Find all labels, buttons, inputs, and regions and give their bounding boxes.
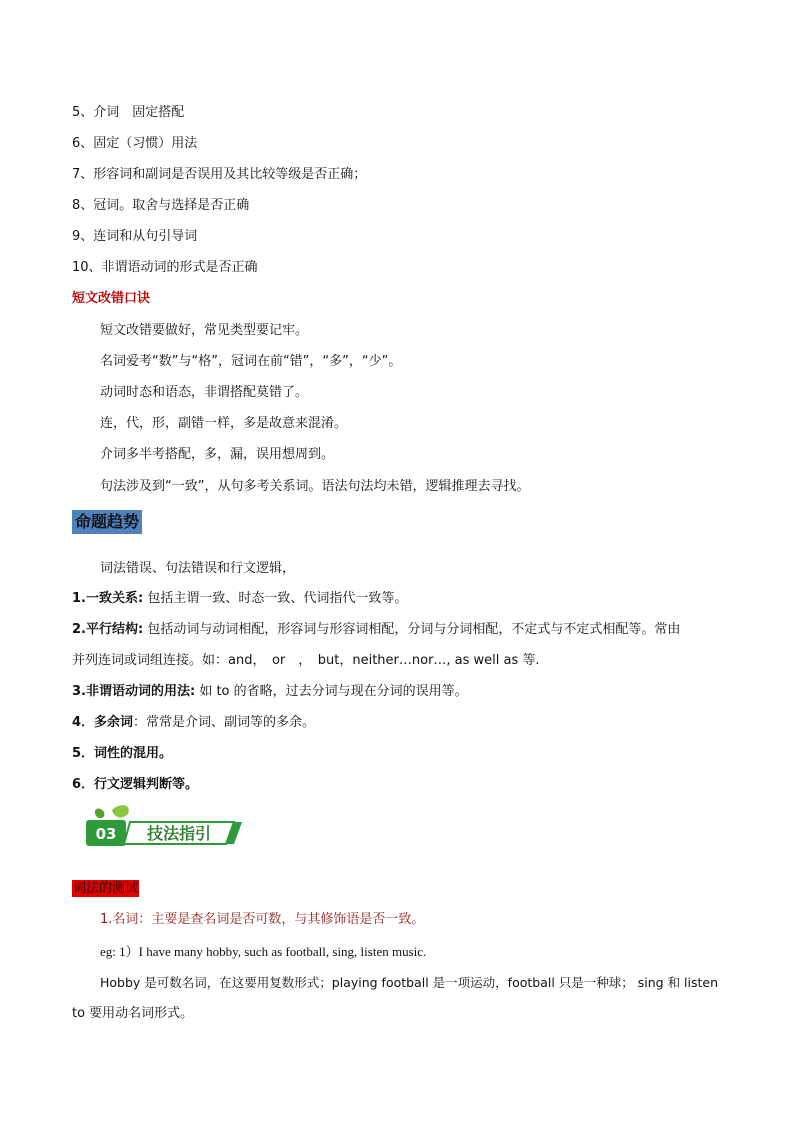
- mnemonic-line: 名词爱考“数”与“格”，冠词在前“错”，“多”，“少”。: [100, 354, 402, 369]
- trend-item: [72, 683, 468, 701]
- list-item: 8、冠词。取舍与选择是否正确: [72, 198, 250, 213]
- trend-intro: 词法错误、句法错误和行文逻辑，: [100, 561, 296, 576]
- trend-item-text: 包括主谓一致、时态一致、代词指代一致等。: [143, 591, 408, 606]
- explanation-line: to 要用动名词形式。: [72, 1006, 194, 1021]
- list-item: 6、固定（习惯）用法: [72, 136, 198, 151]
- leaf-icon: [112, 805, 129, 817]
- list-item: 5、介词 固定搭配: [72, 105, 185, 120]
- mnemonic-line: 介词多半考搭配，多，漏，误用想周到。: [100, 447, 335, 462]
- trend-item-label: 2.平行结构:: [72, 622, 144, 637]
- mnemonic-heading: 短文改错口诀: [72, 291, 151, 306]
- trend-item-text: 包括动词与动词相配，形容词与形容词相配，分词与分词相配，不定式与不定式相配等。常由: [143, 622, 681, 637]
- trend-item-label: 3.非谓语动词的用法:: [72, 684, 196, 699]
- trend-item-text: 如 to 的省略，过去分词与现在分词的误用等。: [195, 684, 468, 699]
- trend-item: [72, 652, 540, 670]
- list-item: 9、连词和从句引导词: [72, 229, 198, 244]
- trend-item-text: ：常常是介词、副词等的多余。: [133, 715, 316, 730]
- trend-item: 6．行文逻辑判断等。: [72, 777, 199, 792]
- leaf-icon: [95, 809, 104, 819]
- list-item: 10、非谓语动词的形式是否正确: [72, 260, 258, 275]
- badge-number: 03: [95, 825, 117, 843]
- trend-item: [72, 714, 315, 732]
- trend-item: [72, 590, 407, 608]
- badge-title: 技法指引: [146, 824, 212, 843]
- section-badge: [84, 804, 244, 848]
- example-sentence: eg: 1）I have many hobby, such as football, sing, listen music.: [100, 944, 427, 959]
- mnemonic-line: 连，代，形，副错一样，多是故意来混淆。: [100, 416, 348, 431]
- trend-item-label: 4．多余词: [72, 715, 134, 730]
- explanation-line: Hobby 是可数名词，在这要用复数形式；playing football 是一项运动，football 只是一种球； sing 和 listen: [100, 975, 719, 990]
- section-heading-trend: 命题趋势: [72, 510, 142, 534]
- mnemonic-line: 句法涉及到“一致”，从句多考关系词。语法句法均未错，逻辑推理去寻找。: [100, 479, 530, 494]
- trend-item-text: 并列连词或词组连接。如：and， or ， but，neither…nor…, as well as 等.: [72, 653, 540, 668]
- skills-subheading: 1.名词：主要是查名词是否可数，与其修饰语是否一致。: [100, 912, 425, 927]
- skills-heading: 词法的测试: [73, 881, 139, 896]
- trend-item: 5．词性的混用。: [72, 746, 173, 761]
- mnemonic-line: 动词时态和语态，非谓搭配莫错了。: [100, 385, 309, 400]
- trend-item: [72, 621, 680, 639]
- mnemonic-line: 短文改错要做好，常见类型要记牢。: [100, 323, 309, 338]
- trend-item-label: 1.一致关系:: [72, 591, 144, 606]
- list-item: 7、形容词和副词是否误用及其比较等级是否正确；: [72, 167, 367, 182]
